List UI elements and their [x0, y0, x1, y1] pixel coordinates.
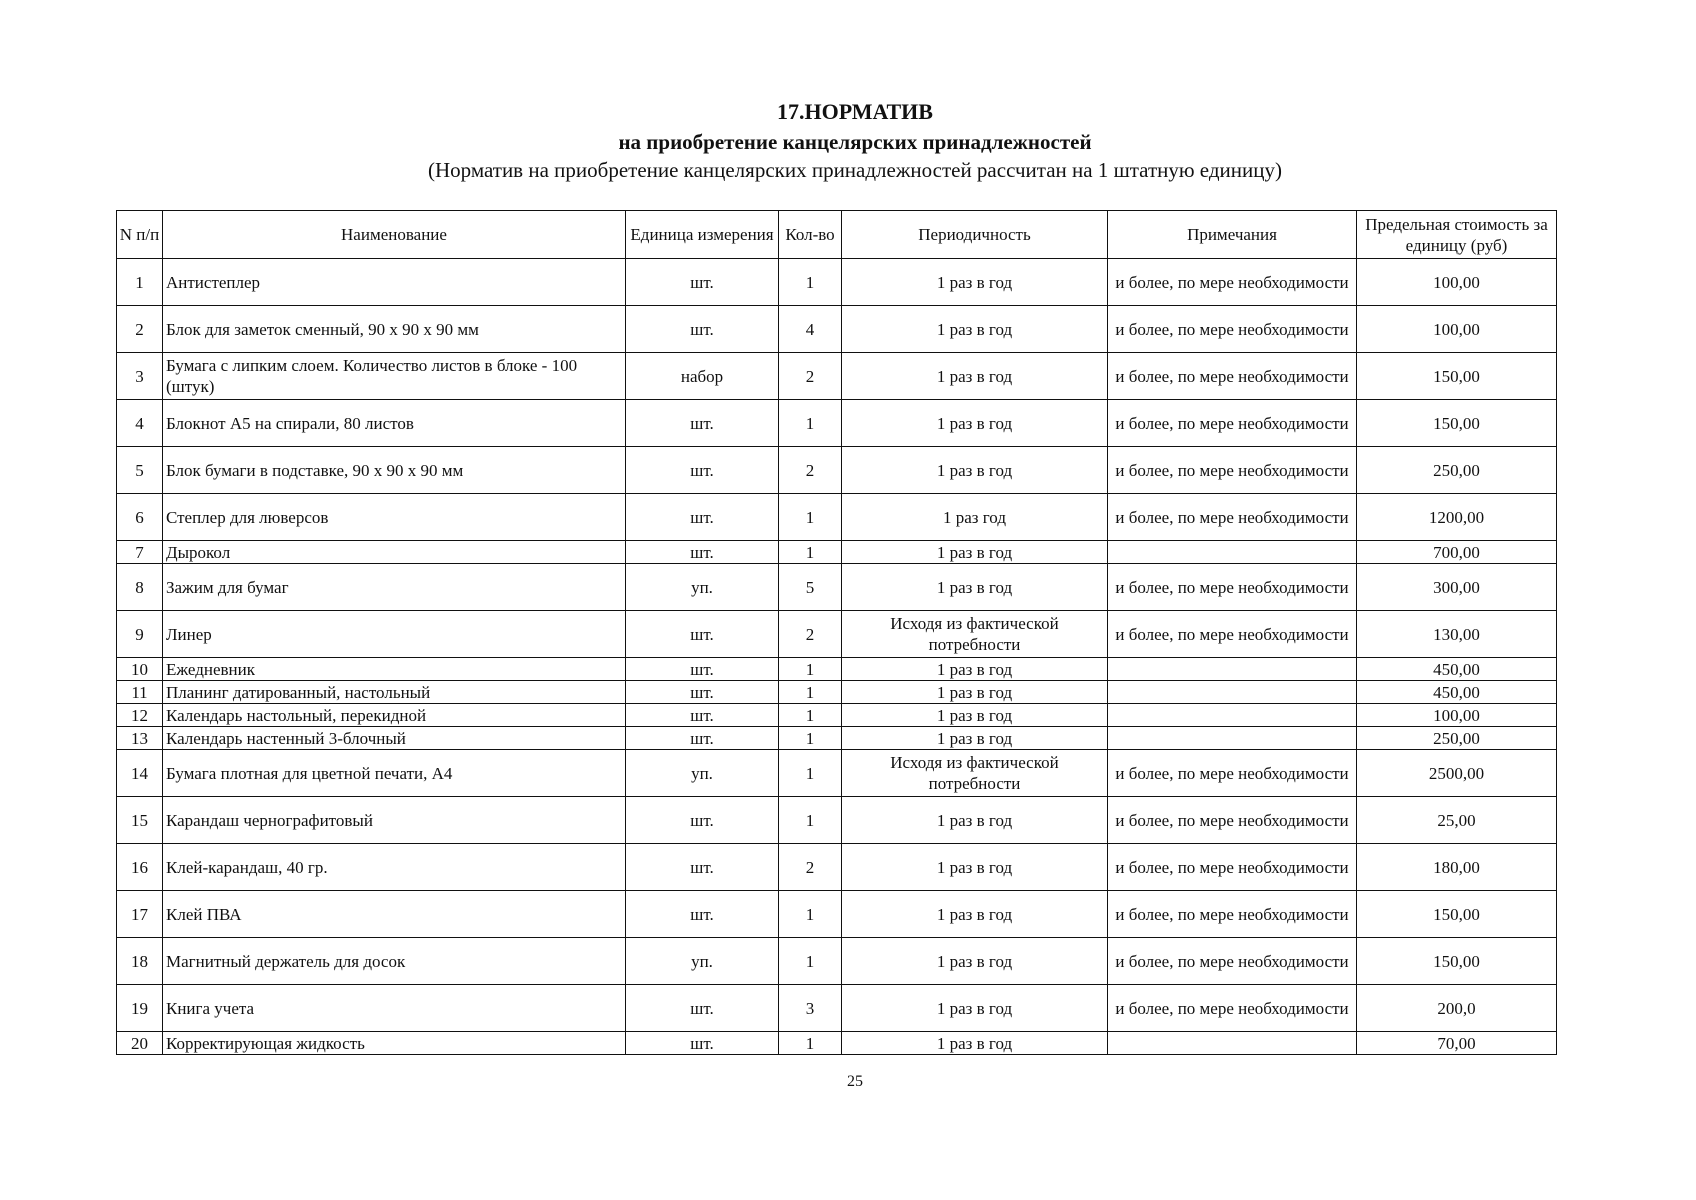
- quantity-cell: 1: [779, 750, 842, 797]
- row-number: 12: [117, 704, 163, 727]
- periodicity-cell: 1 раз в год: [842, 658, 1108, 681]
- quantity-cell: 1: [779, 681, 842, 704]
- unit-cell: уп.: [626, 750, 779, 797]
- table-row: [117, 985, 1557, 1032]
- table-row: [117, 447, 1557, 494]
- periodicity-cell: 1 раз в год: [842, 353, 1108, 400]
- unit-cell: шт.: [626, 681, 779, 704]
- quantity-cell: 1: [779, 797, 842, 844]
- periodicity-cell: 1 раз в год: [842, 938, 1108, 985]
- unit-cell: набор: [626, 353, 779, 400]
- unit-cell: шт.: [626, 985, 779, 1032]
- item-name: Планинг датированный, настольный: [163, 681, 626, 704]
- row-number: 1: [117, 259, 163, 306]
- periodicity-cell: 1 раз в год: [842, 259, 1108, 306]
- note-cell: [1108, 541, 1357, 564]
- price-cell: 300,00: [1357, 564, 1557, 611]
- table-row: [117, 750, 1557, 797]
- row-number: 16: [117, 844, 163, 891]
- note-cell: и более, по мере необходимости: [1108, 400, 1357, 447]
- note-cell: и более, по мере необходимости: [1108, 844, 1357, 891]
- quantity-cell: 1: [779, 727, 842, 750]
- note-cell: [1108, 727, 1357, 750]
- unit-cell: шт.: [626, 306, 779, 353]
- note-cell: и более, по мере необходимости: [1108, 985, 1357, 1032]
- header-name: Наименование: [163, 211, 626, 259]
- row-number: 4: [117, 400, 163, 447]
- document-title: 17.НОРМАТИВ: [777, 99, 933, 124]
- item-name: Блок бумаги в подставке, 90 х 90 х 90 мм: [163, 447, 626, 494]
- price-cell: 180,00: [1357, 844, 1557, 891]
- periodicity-cell: Исходя из фактической потребности: [842, 750, 1108, 797]
- table-row: [117, 400, 1557, 447]
- table-header-row: [117, 211, 1557, 259]
- unit-cell: шт.: [626, 797, 779, 844]
- item-name: Ежедневник: [163, 658, 626, 681]
- table-row: [117, 306, 1557, 353]
- note-cell: и более, по мере необходимости: [1108, 797, 1357, 844]
- quantity-cell: 1: [779, 541, 842, 564]
- unit-cell: шт.: [626, 658, 779, 681]
- quantity-cell: 1: [779, 259, 842, 306]
- document-subtitle: на приобретение канцелярских принадлежностей: [618, 130, 1092, 154]
- periodicity-cell: 1 раз год: [842, 494, 1108, 541]
- unit-cell: шт.: [626, 1032, 779, 1055]
- periodicity-cell: 1 раз в год: [842, 306, 1108, 353]
- price-cell: 150,00: [1357, 891, 1557, 938]
- quantity-cell: 1: [779, 400, 842, 447]
- price-cell: 25,00: [1357, 797, 1557, 844]
- periodicity-cell: 1 раз в год: [842, 541, 1108, 564]
- unit-cell: шт.: [626, 844, 779, 891]
- periodicity-cell: 1 раз в год: [842, 447, 1108, 494]
- table-row: [117, 727, 1557, 750]
- item-name: Бумага с липким слоем. Количество листов в блоке - 100 (штук): [163, 353, 626, 400]
- table-row: [117, 797, 1557, 844]
- periodicity-cell: 1 раз в год: [842, 891, 1108, 938]
- row-number: 19: [117, 985, 163, 1032]
- item-name: Клей-карандаш, 40 гр.: [163, 844, 626, 891]
- note-cell: и более, по мере необходимости: [1108, 891, 1357, 938]
- quantity-cell: 5: [779, 564, 842, 611]
- periodicity-cell: 1 раз в год: [842, 681, 1108, 704]
- price-cell: 200,0: [1357, 985, 1557, 1032]
- table-row: [117, 259, 1557, 306]
- note-cell: и более, по мере необходимости: [1108, 353, 1357, 400]
- note-cell: [1108, 681, 1357, 704]
- item-name: Блокнот А5 на спирали, 80 листов: [163, 400, 626, 447]
- price-cell: 100,00: [1357, 259, 1557, 306]
- quantity-cell: 1: [779, 658, 842, 681]
- table-row: [117, 844, 1557, 891]
- quantity-cell: 1: [779, 1032, 842, 1055]
- row-number: 17: [117, 891, 163, 938]
- page-number: 25: [847, 1073, 863, 1090]
- periodicity-cell: 1 раз в год: [842, 704, 1108, 727]
- periodicity-cell: 1 раз в год: [842, 985, 1108, 1032]
- table-row: [117, 564, 1557, 611]
- periodicity-cell: 1 раз в год: [842, 400, 1108, 447]
- item-name: Магнитный держатель для досок: [163, 938, 626, 985]
- quantity-cell: 2: [779, 844, 842, 891]
- row-number: 6: [117, 494, 163, 541]
- price-cell: 150,00: [1357, 353, 1557, 400]
- row-number: 5: [117, 447, 163, 494]
- item-name: Бумага плотная для цветной печати, А4: [163, 750, 626, 797]
- table-row: [117, 681, 1557, 704]
- header-note: Примечания: [1108, 211, 1357, 259]
- item-name: Клей ПВА: [163, 891, 626, 938]
- note-cell: и более, по мере необходимости: [1108, 750, 1357, 797]
- item-name: Календарь настольный, перекидной: [163, 704, 626, 727]
- row-number: 20: [117, 1032, 163, 1055]
- item-name: Зажим для бумаг: [163, 564, 626, 611]
- header-price: Предельная стоимость за единицу (руб): [1357, 211, 1557, 259]
- price-cell: 250,00: [1357, 727, 1557, 750]
- unit-cell: шт.: [626, 400, 779, 447]
- price-cell: 250,00: [1357, 447, 1557, 494]
- note-cell: [1108, 658, 1357, 681]
- row-number: 15: [117, 797, 163, 844]
- price-cell: 450,00: [1357, 681, 1557, 704]
- periodicity-cell: 1 раз в год: [842, 797, 1108, 844]
- item-name: Антистеплер: [163, 259, 626, 306]
- item-name: Степлер для люверсов: [163, 494, 626, 541]
- quantity-cell: 1: [779, 938, 842, 985]
- note-cell: [1108, 704, 1357, 727]
- periodicity-cell: Исходя из фактической потребности: [842, 611, 1108, 658]
- unit-cell: шт.: [626, 611, 779, 658]
- row-number: 18: [117, 938, 163, 985]
- table-row: [117, 658, 1557, 681]
- note-cell: и более, по мере необходимости: [1108, 494, 1357, 541]
- item-name: Книга учета: [163, 985, 626, 1032]
- note-cell: и более, по мере необходимости: [1108, 447, 1357, 494]
- note-cell: и более, по мере необходимости: [1108, 259, 1357, 306]
- unit-cell: шт.: [626, 891, 779, 938]
- quantity-cell: 1: [779, 704, 842, 727]
- item-name: Календарь настенный 3-блочный: [163, 727, 626, 750]
- price-cell: 100,00: [1357, 704, 1557, 727]
- periodicity-cell: 1 раз в год: [842, 564, 1108, 611]
- item-name: Дырокол: [163, 541, 626, 564]
- document-note: (Норматив на приобретение канцелярских принадлежностей рассчитан на 1 штатную единицу): [428, 158, 1282, 182]
- header-period: Периодичность: [842, 211, 1108, 259]
- row-number: 11: [117, 681, 163, 704]
- price-cell: 150,00: [1357, 400, 1557, 447]
- price-cell: 100,00: [1357, 306, 1557, 353]
- price-cell: 700,00: [1357, 541, 1557, 564]
- item-name: Корректирующая жидкость: [163, 1032, 626, 1055]
- periodicity-cell: 1 раз в год: [842, 844, 1108, 891]
- header-unit: Единица измерения: [626, 211, 779, 259]
- unit-cell: шт.: [626, 704, 779, 727]
- row-number: 2: [117, 306, 163, 353]
- header-qty: Кол-во: [779, 211, 842, 259]
- unit-cell: уп.: [626, 564, 779, 611]
- table-row: [117, 541, 1557, 564]
- row-number: 8: [117, 564, 163, 611]
- note-cell: и более, по мере необходимости: [1108, 938, 1357, 985]
- unit-cell: шт.: [626, 494, 779, 541]
- table-row: [117, 353, 1557, 400]
- unit-cell: шт.: [626, 541, 779, 564]
- item-name: Карандаш чернографитовый: [163, 797, 626, 844]
- quantity-cell: 1: [779, 494, 842, 541]
- unit-cell: уп.: [626, 938, 779, 985]
- unit-cell: шт.: [626, 727, 779, 750]
- item-name: Блок для заметок сменный, 90 х 90 х 90 мм: [163, 306, 626, 353]
- note-cell: [1108, 1032, 1357, 1055]
- item-name: Линер: [163, 611, 626, 658]
- unit-cell: шт.: [626, 259, 779, 306]
- quantity-cell: 2: [779, 353, 842, 400]
- quantity-cell: 2: [779, 611, 842, 658]
- norm-table: [116, 210, 1557, 1055]
- header-num: N п/п: [117, 211, 163, 259]
- row-number: 13: [117, 727, 163, 750]
- table-row: [117, 1032, 1557, 1055]
- quantity-cell: 4: [779, 306, 842, 353]
- price-cell: 150,00: [1357, 938, 1557, 985]
- table-row: [117, 938, 1557, 985]
- row-number: 14: [117, 750, 163, 797]
- row-number: 10: [117, 658, 163, 681]
- note-cell: и более, по мере необходимости: [1108, 306, 1357, 353]
- row-number: 3: [117, 353, 163, 400]
- table-row: [117, 704, 1557, 727]
- price-cell: 1200,00: [1357, 494, 1557, 541]
- table-row: [117, 494, 1557, 541]
- price-cell: 450,00: [1357, 658, 1557, 681]
- quantity-cell: 1: [779, 891, 842, 938]
- price-cell: 70,00: [1357, 1032, 1557, 1055]
- note-cell: и более, по мере необходимости: [1108, 564, 1357, 611]
- row-number: 9: [117, 611, 163, 658]
- quantity-cell: 3: [779, 985, 842, 1032]
- quantity-cell: 2: [779, 447, 842, 494]
- periodicity-cell: 1 раз в год: [842, 727, 1108, 750]
- price-cell: 130,00: [1357, 611, 1557, 658]
- row-number: 7: [117, 541, 163, 564]
- periodicity-cell: 1 раз в год: [842, 1032, 1108, 1055]
- table-row: [117, 891, 1557, 938]
- note-cell: и более, по мере необходимости: [1108, 611, 1357, 658]
- table-row: [117, 611, 1557, 658]
- price-cell: 2500,00: [1357, 750, 1557, 797]
- unit-cell: шт.: [626, 447, 779, 494]
